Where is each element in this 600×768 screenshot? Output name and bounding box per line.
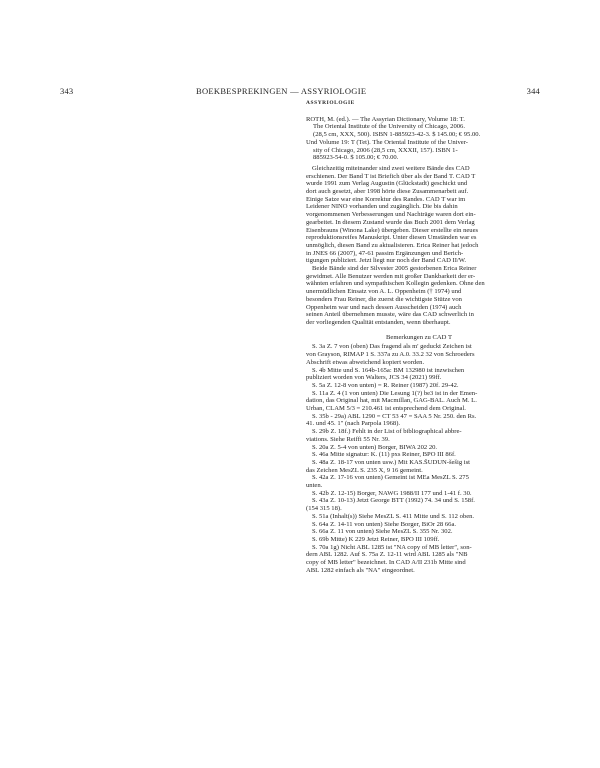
running-header: [60, 86, 540, 98]
note-line: S. 11a Z. 4 (1 von unten) Die Lesung 1(?) be3 ist in der Emen-: [312, 389, 478, 397]
body-line: seinen Anteil übernehmen musste, wäre das CAD schwerlich in: [306, 311, 474, 319]
note-item: [306, 521, 532, 529]
note-item: [306, 474, 532, 489]
bibliography-line: ROTH, M. (ed.). — The Assyrian Dictionary, Volume 18: T.: [306, 115, 465, 123]
body-line: unermüdlichen Einsatz von A. L. Oppenheim († 1974) und: [306, 288, 462, 296]
body-line: besonders Frau Reiner, die zuerst die wichtigste Stütze von: [306, 295, 462, 303]
bibliography-line: 885923-54-0. $ 105.00; € 70.00.: [313, 154, 399, 162]
note-line: dation, das Original hat, mit Macmillan, GAG-BAL. Auch M. L.: [306, 397, 477, 405]
body-line: vorgenommenen Verbesserungen und Nachträge waren dort ein-: [306, 211, 476, 219]
note-item: [306, 382, 532, 390]
body-line: unmöglich, diesen Band zu aktualisieren. Erica Reiner hat jedoch: [306, 241, 479, 249]
note-line: Urban, CLAM 5/3 = 210.461 ist entsprechend dem Original.: [306, 405, 466, 413]
note-line: S. 4b Mitte und S. 164b-165a: BM 132980 ist inzwischen: [312, 366, 465, 374]
note-line: das Zeichen MesZL S. 235 X, 9 16 gemeint.: [306, 466, 423, 474]
note-line: S. 3a Z. 7 von (oben) Das fragend als m' geduckt Zeichen ist: [312, 343, 472, 351]
note-item: [306, 390, 532, 413]
note-item: [306, 544, 532, 575]
note-line: dern ABL 1282. Auf S. 75a Z. 12-11 wird ABL 1285 als "NB: [306, 551, 468, 559]
body-line: wähnten erfahren und sympathischen Kollegin gedenken. Ohne den: [306, 280, 485, 288]
note-line: S. 66a Z. 11 von unten) Siehe MesZL S. 355 Nr. 302.: [312, 528, 453, 536]
body-line: Gleichzeitig miteinander sind zwei weitere Bände des CAD: [312, 164, 470, 172]
page-number-left: 343: [60, 86, 74, 96]
review-body: [306, 165, 532, 327]
note-item: [306, 428, 532, 443]
notes-list: [306, 343, 532, 574]
body-line: tigungen publiziert. Jetzt liegt nur noch der Band CAD II/W.: [306, 257, 466, 265]
note-line: S. 29b Z. 18f.) Fehlt in der List of bibliographical abbre-: [312, 428, 462, 436]
body-line: Beide Bände sind der Silvester 2005 gestorbenen Erica Reiner: [312, 265, 477, 273]
body-line: gearbeitet. In diesem Zustand wurde das Buch 2001 dem Verlag: [306, 218, 475, 226]
bibliography-line: (28,5 cm, XXX, 500). ISBN 1-885923-42-3. $ 145.00; € 95.00.: [313, 131, 481, 139]
note-line: 41. und 45. 1" (nach Parpola 1968).: [306, 420, 401, 428]
notes-heading: Bemerkungen zu CAD T: [386, 333, 452, 341]
body-line: dort auch gesetzt, aber 1998 hörte diese Zusammenarbeit auf.: [306, 188, 469, 196]
body-line: Einige Satze war eine Korrektur des Randes. CAD T war im: [306, 195, 466, 203]
note-line: S. 20a Z. 5-4 von unten) Borger, BIWA 202 20.: [312, 443, 438, 451]
note-line: S. 51a (Inhalt(s)) Siehe MesZL S. 411 Mitte und S. 112 oben.: [312, 512, 475, 520]
body-line: Leidener NINO vorhanden und zugänglich. Die bis dahin: [306, 203, 458, 211]
body-line: reproduktionsreifes Manuskript. Unter diesen Umständen war es: [306, 234, 477, 242]
note-line: publiziert worden von Walters, JCS 34 (2021) 99ff.: [306, 374, 442, 382]
note-line: copy of MB letter" bezeichnet. In CAD A/II 231b Mitte sind: [306, 559, 466, 567]
bibliography-line: Und Volume 19: T (Tet). The Oriental Institute of the Univer-: [306, 138, 468, 146]
bibliography-line: sity of Chicago, 2006 (28,5 cm, XXXII, 157). ISBN 1-: [313, 146, 458, 154]
note-item: [306, 451, 532, 459]
note-line: S. 35b - 29a) ABL 1290 = CT 53 47 = SAA 5 Nr. 250. den Rs.: [312, 412, 477, 420]
note-line: S. 64a Z. 14-11 von unten) Siehe Borger, BiOr 28 66a.: [312, 520, 457, 528]
note-item: [306, 528, 532, 536]
body-line: wurde 1991 zum Verlag Augustin (Glückstadt) geschickt und: [306, 180, 468, 188]
note-line: S. 42b Z. 12-15) Borger, NAWG 1988/II 177 und 1-41 f. 30.: [312, 489, 472, 497]
note-line: S. 42a Z. 17-16 von unten) Gemeint ist MEa MesZL S. 275: [312, 474, 469, 482]
note-item: [306, 413, 532, 428]
note-line: S. 5a Z. 12-8 von unten) = R. Reiner (1987) 20f. 29-42.: [312, 381, 459, 389]
note-line: S. 48a Z. 18-17 von unten usw.) Mit KAS.ŠUDUN-šešig ist: [312, 458, 471, 466]
note-item: [306, 513, 532, 521]
body-line: Eisenbrauns (Winona Lake) übergeben. Dieser erstellte ein neues: [306, 226, 479, 234]
note-item: [306, 367, 532, 382]
bibliography-entry: [306, 116, 532, 162]
note-line: ABL 1282 einfach als "NA" eingeordnet.: [306, 566, 415, 574]
note-item: [306, 343, 532, 366]
note-item: [306, 444, 532, 452]
note-line: S. 46a Mitte signatur: K. (11) pxs Reiner, BPO III 86f.: [312, 451, 456, 459]
bibliography-line: The Oriental Institute of the University of Chicago, 2006.: [313, 123, 465, 131]
note-line: unten.: [306, 482, 323, 490]
note-item: [306, 490, 532, 498]
note-line: von Grayson, RIMAP 1 S. 337a zu A.0. 33.2 32 von Schroeders: [306, 351, 475, 359]
note-line: S. 70a 1g) Nicht ABL 1285 ist "NA copy of MB letter", son-: [312, 543, 472, 551]
body-line: der vorliegenden Qualität entstanden, wenn überhaupt.: [306, 318, 451, 326]
section-title: ASSYRIOLOGIE: [306, 100, 355, 106]
note-item: [306, 459, 532, 474]
body-line: gewidmet. Alle Benutzer werden mit großer Dankbarkeit der er-: [306, 272, 476, 280]
note-line: S. 43a Z. 10-13) Jetzt George BTT (1992) 74. 34 und S. 158f.: [312, 497, 475, 505]
page-number-right: 344: [526, 86, 540, 96]
body-line: Oppenheim war und nach dessen Ausscheiden (1974) auch: [306, 303, 462, 311]
note-line: S. 69b Mitte) K 229 Jetzt Reiner, BPO III 109ff.: [312, 535, 440, 543]
note-line: Abschrift etwas abweichend kopiert worden.: [306, 358, 425, 366]
note-line: viations. Siehe Reiffi 55 Nr. 39.: [306, 435, 390, 443]
note-item: [306, 536, 532, 544]
body-line: erschienen. Der Band T ist Briefich über als der Band T. CAD T: [306, 172, 476, 180]
note-item: [306, 497, 532, 512]
body-line: in JNES 66 (2007), 47-61 passim Ergänzungen und Berich-: [306, 249, 464, 257]
note-line: (154 315 18).: [306, 505, 342, 513]
running-title: BOEKBESPREKINGEN — ASSYRIOLOGIE: [196, 86, 367, 96]
text-column: [306, 100, 532, 574]
